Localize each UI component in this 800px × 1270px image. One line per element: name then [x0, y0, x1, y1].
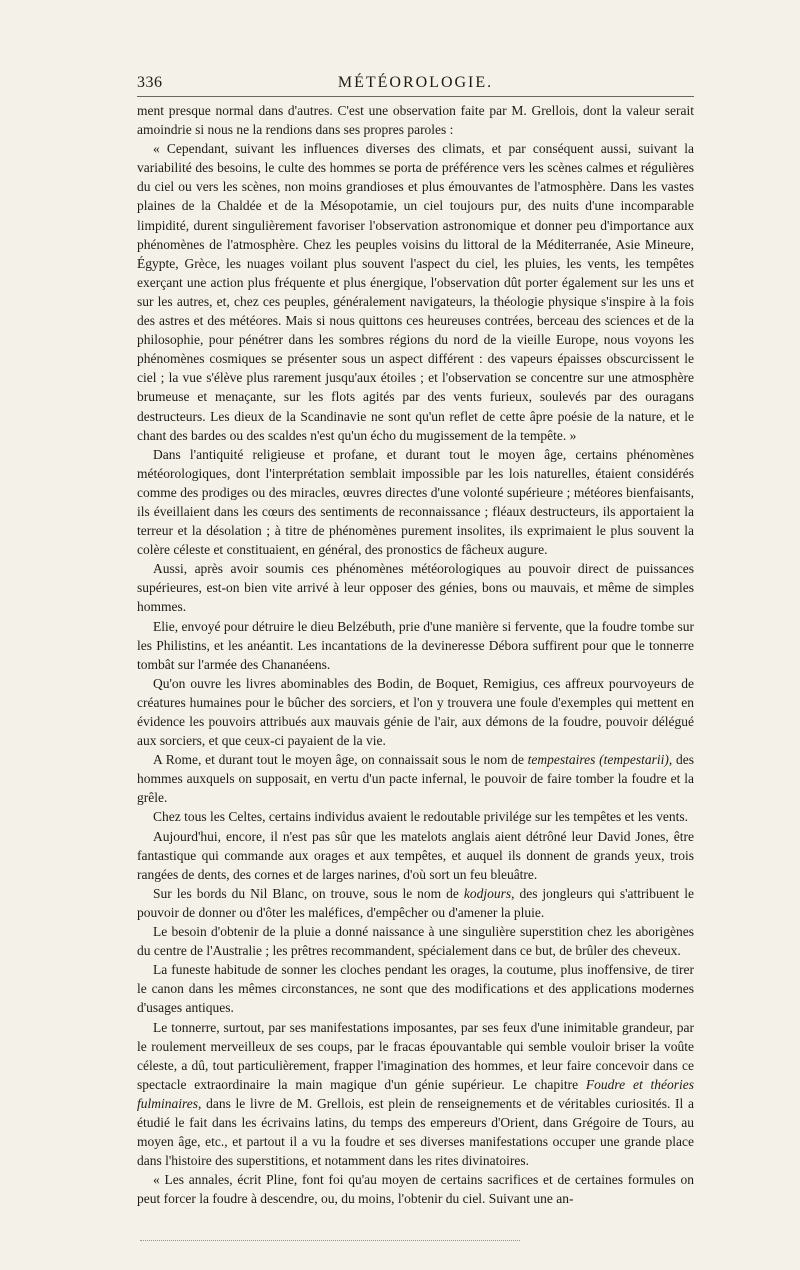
page-header — [137, 74, 694, 97]
paragraph-text: Aussi, après avoir soumis ces phénomènes météorologiques au pouvoir direct de puissances supérieures, est-on bien vite arrivé à leur opposer des génies, bons ou mauvais, et même de simples hommes. — [137, 561, 694, 615]
paragraph — [137, 617, 694, 674]
paragraph-text: « Les annales, écrit Pline, font foi qu'au moyen de certains sacrifices et de certaines formules on peut forcer la foudre à descendre, ou, du moins, l'obtenir du ciel. Suivant une an- — [137, 1172, 694, 1207]
paragraph — [137, 922, 694, 960]
paragraph-text: , des hommes auxquels on supposait, en vertu d'un pacte infernal, le pouvoir de faire tomber la foudre et la grêle. — [137, 752, 694, 806]
page-number: 336 — [137, 74, 163, 91]
paragraph — [137, 559, 694, 616]
paragraph-text: Aujourd'hui, encore, il n'est pas sûr que les matelots anglais aient détrôné leur David Jones, être fantastique qui commande aux orages et aux tempêtes, et auquel ils donnent de grands yeux, trois rangées de dents, des cornes et de larges narines, d'où sort un feu bleuâtre. — [137, 828, 694, 882]
paragraph-text: , des jongleurs qui s'attribuent le pouvoir de donner ou d'ôter les maléfices, d'empêcher ou d'amener la pluie. — [137, 885, 694, 920]
paragraph — [137, 674, 694, 750]
paragraph-text: Sur les bords du Nil Blanc, on trouve, sous le nom de — [153, 885, 464, 901]
paragraph — [137, 1170, 694, 1208]
paragraph — [137, 1018, 694, 1171]
paragraph — [137, 960, 694, 1017]
paragraph — [137, 884, 694, 922]
italic-term: kodjours — [463, 885, 512, 901]
paragraph — [137, 807, 694, 826]
italic-term: tempestaires (tempestarii) — [527, 752, 669, 768]
paragraph-text: Le tonnerre, surtout, par ses manifestations imposantes, par ses feux d'une inimitable grandeur, par le roulement merveilleux de ses coups, par le fracas épouvantable qui semble vouloir briser la voûte céleste, a dû, tout particulièrement, frapper l'imagination des hommes, et leur faire concevoir dans ce spectacle extraordinaire la main magique d'un génie supérieur. Le chapitre — [137, 1019, 694, 1092]
footer-rule — [140, 1240, 520, 1241]
paragraph-text: , dans le livre de M. Grellois, est plein de renseignements et de véritables curiosités. Il a étudié le fait dans les écrivains latins, du temps des empereurs d'Orient, dans Grégoire de Tours, au moyen âge, etc., et partout il a vu la foudre et ses diverses manifestations occuper une grande place dans l'histoire des superstitions, et notamment dans les rites divinatoires. — [137, 1095, 694, 1169]
paragraph — [137, 750, 694, 807]
paragraph-text: « Cependant, suivant les influences diverses des climats, et par conséquent aussi, suivant la variabilité des besoins, le culte des hommes se porta de préférence vers les scènes calmes et régulières du ciel ou vers les scènes, non moins grandioses et plus émouvantes de l'atmosphère. Dans les vastes plaines de la Chaldée et de la Mésopotamie, un ciel toujours pur, des nuits d'une incomparable limpidité, durent singulièrement favoriser l'observation astronomique et donner peu d'importance aux phénomènes de l'atmosphère. Chez les peuples voisins du littoral de la Méditerranée, Asie Mineure, Égypte, Grèce, les nuages voilant plus souvent l'aspect du ciel, les pluies, les vents, les tempêtes exerçant une action plus fréquente et plus énergique, l'observation dût porter également sur les uns et sur les autres, et, chez ces peuples, généralement navigateurs, la théologie physique s'inspire à la fois des astres et des météores. Mais si nous quittons ces heureuses contrées, berceau des sciences et de la philosophie, pour pénétrer dans les sombres régions du nord de la vieille Europe, nous voyons les phénomènes cosmiques se présenter sous un aspect différent : des vapeurs épaisses obscurcissent le ciel ; la vue s'élève plus rarement jusqu'aux étoiles ; et l'observation se concentre sur une atmosphère brumeuse et menaçante, sur les flots agités par des vents furieux, soulevés par des ouragans destructeurs. Les dieux de la Scandinavie ne sont qu'un reflet de cette âpre poésie de la nature, et le chant des bardes ou des scaldes n'est qu'un écho du mugissement de la tempête. » — [137, 141, 694, 443]
paragraph-text: Chez tous les Celtes, certains individus avaient le redoutable privilége sur les tempêtes et les vents. — [153, 809, 688, 825]
paragraph-text: ment presque normal dans d'autres. C'est une observation faite par M. Grellois, dont la valeur serait amoindrie si nous ne la rendions dans ses propres paroles : — [137, 103, 694, 138]
paragraph-text: Le besoin d'obtenir de la pluie a donné naissance à une singulière superstition chez les aborigènes du centre de l'Australie ; les prêtres recommandent, spécialement dans ce but, de brûler des cheveux. — [137, 924, 694, 959]
paragraph — [137, 445, 694, 560]
running-title: MÉTÉOROLOGIE. — [337, 74, 494, 91]
paragraph-text: Dans l'antiquité religieuse et profane, et durant tout le moyen âge, certains phénomènes météorologiques, dont l'interprétation semblait impossible par les lois naturelles, étaient considérés comme des prodiges ou des miracles, œuvres directes d'une volonté supérieure ; météores bienfaisants, ils éveillaient dans les cœurs des sentiments de reconnaissance ; fléaux destructeurs, ils apportaient la terreur et la désolation ; à titre de phénomènes purement insolites, ils exprimaient le plus souvent la colère céleste et constituaient, en général, des pronostics de fâcheux augure. — [137, 446, 694, 558]
paragraph-text: Elie, envoyé pour détruire le dieu Belzébuth, prie d'une manière si fervente, que la foudre tombe sur les Philistins, et les anéantit. Les incantations de la devineresse Débora suffirent pour que le tonnerre tombât sur l'armée des Chananéens. — [137, 618, 694, 672]
body-text — [137, 101, 694, 1208]
paragraph — [137, 139, 694, 445]
paragraph — [137, 827, 694, 884]
paragraph-text: Qu'on ouvre les livres abominables des Bodin, de Boquet, Remigius, ces affreux pourvoyeurs de créatures humaines pour le bûcher des sorciers, et l'on y trouvera une foule d'exemples qui mettent en évidence les pouvoirs attribués aux mauvais génie de l'air, aux démons de la foudre, pouvoir délégué aux sorciers, et que ceux-ci payaient de la vie. — [137, 675, 694, 749]
italic-term: Foudre et théories fulminaires — [137, 1076, 694, 1111]
paragraph — [137, 101, 694, 139]
paragraph-text: A Rome, et durant tout le moyen âge, on connaissait sous le nom de — [153, 752, 528, 768]
paragraph-text: La funeste habitude de sonner les cloches pendant les orages, la coutume, plus inoffensive, de tirer le canon dans les mêmes circonstances, ne sont que des modifications et des applications modernes d'usages antiques. — [137, 962, 694, 1016]
